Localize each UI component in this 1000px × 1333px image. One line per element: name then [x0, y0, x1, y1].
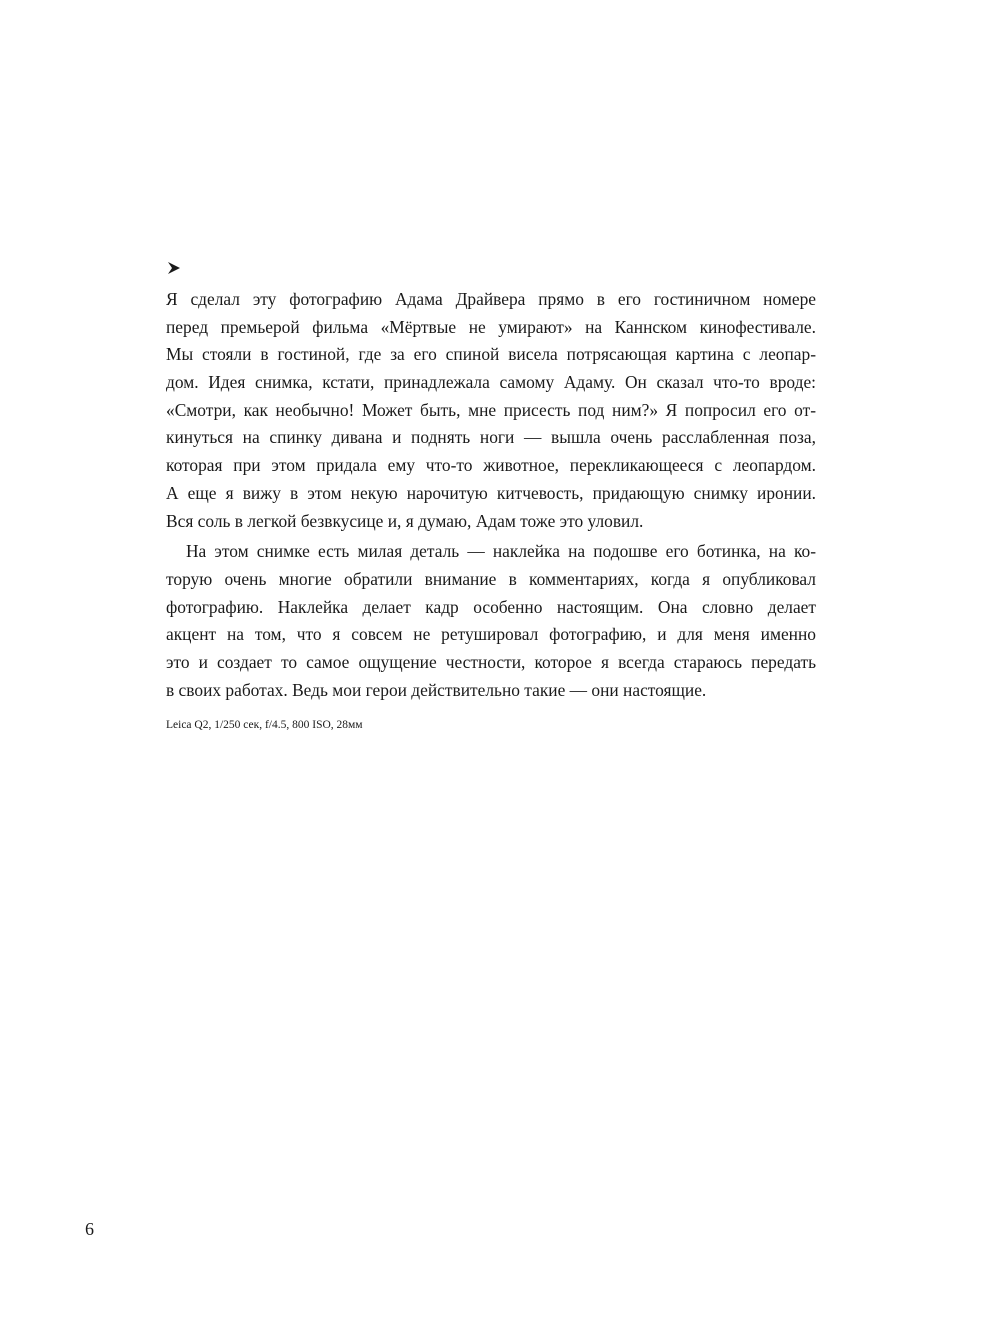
paragraph-1 — [166, 286, 816, 535]
text-line: перед премьерой фильма «Мёртвые не умирают» на Каннском кинофестивале. — [166, 316, 816, 337]
text-line: кинуться на спинку дивана и поднять ноги — вышла очень расслабленная поза, — [166, 427, 816, 448]
body-text — [166, 286, 816, 704]
paragraph-2 — [166, 538, 816, 704]
page-number: 6 — [85, 1219, 94, 1239]
text-line: в своих работах. Ведь мои герои действительно такие — они настоящие. — [166, 679, 707, 700]
text-line: Вся соль в легкой безвкусице и, я думаю, Адам тоже это уловил. — [166, 510, 644, 531]
text-line: На этом снимке есть милая деталь — наклейка на подошве его ботинка, на ко- — [186, 541, 816, 562]
text-line: которая при этом придала ему что-то животное, перекликающееся с леопардом. — [166, 455, 816, 476]
text-line: фотографию. Наклейка делает кадр особенно настоящим. Она словно делает — [166, 596, 816, 617]
text-line: Мы стояли в гостиной, где за его спиной висела потрясающая картина с леопар- — [166, 344, 816, 365]
text-line: «Смотри, как необычно! Может быть, мне присесть под ним?» Я попросил его от- — [166, 399, 816, 420]
text-line: торую очень многие обратили внимание в комментариях, когда я опубликовал — [166, 568, 816, 589]
arrowhead-icon — [166, 260, 182, 276]
photo-caption: Leica Q2, 1/250 сек, f/4.5, 800 ISO, 28мм — [166, 719, 363, 731]
text-line: акцент на том, что я совсем не ретушировал фотографию, и для меня именно — [166, 624, 816, 645]
text-line: Я сделал эту фотографию Адама Драйвера прямо в его гостиничном номере — [166, 289, 816, 309]
text-line: это и создает то самое ощущение честности, которое я всегда стараюсь передать — [166, 651, 816, 672]
text-line: А еще я вижу в этом некую нарочитую китчевость, придающую снимку иронии. — [166, 482, 816, 503]
text-line: дом. Идея снимка, кстати, принадлежала самому Адаму. Он сказал что-то вроде: — [166, 372, 816, 393]
